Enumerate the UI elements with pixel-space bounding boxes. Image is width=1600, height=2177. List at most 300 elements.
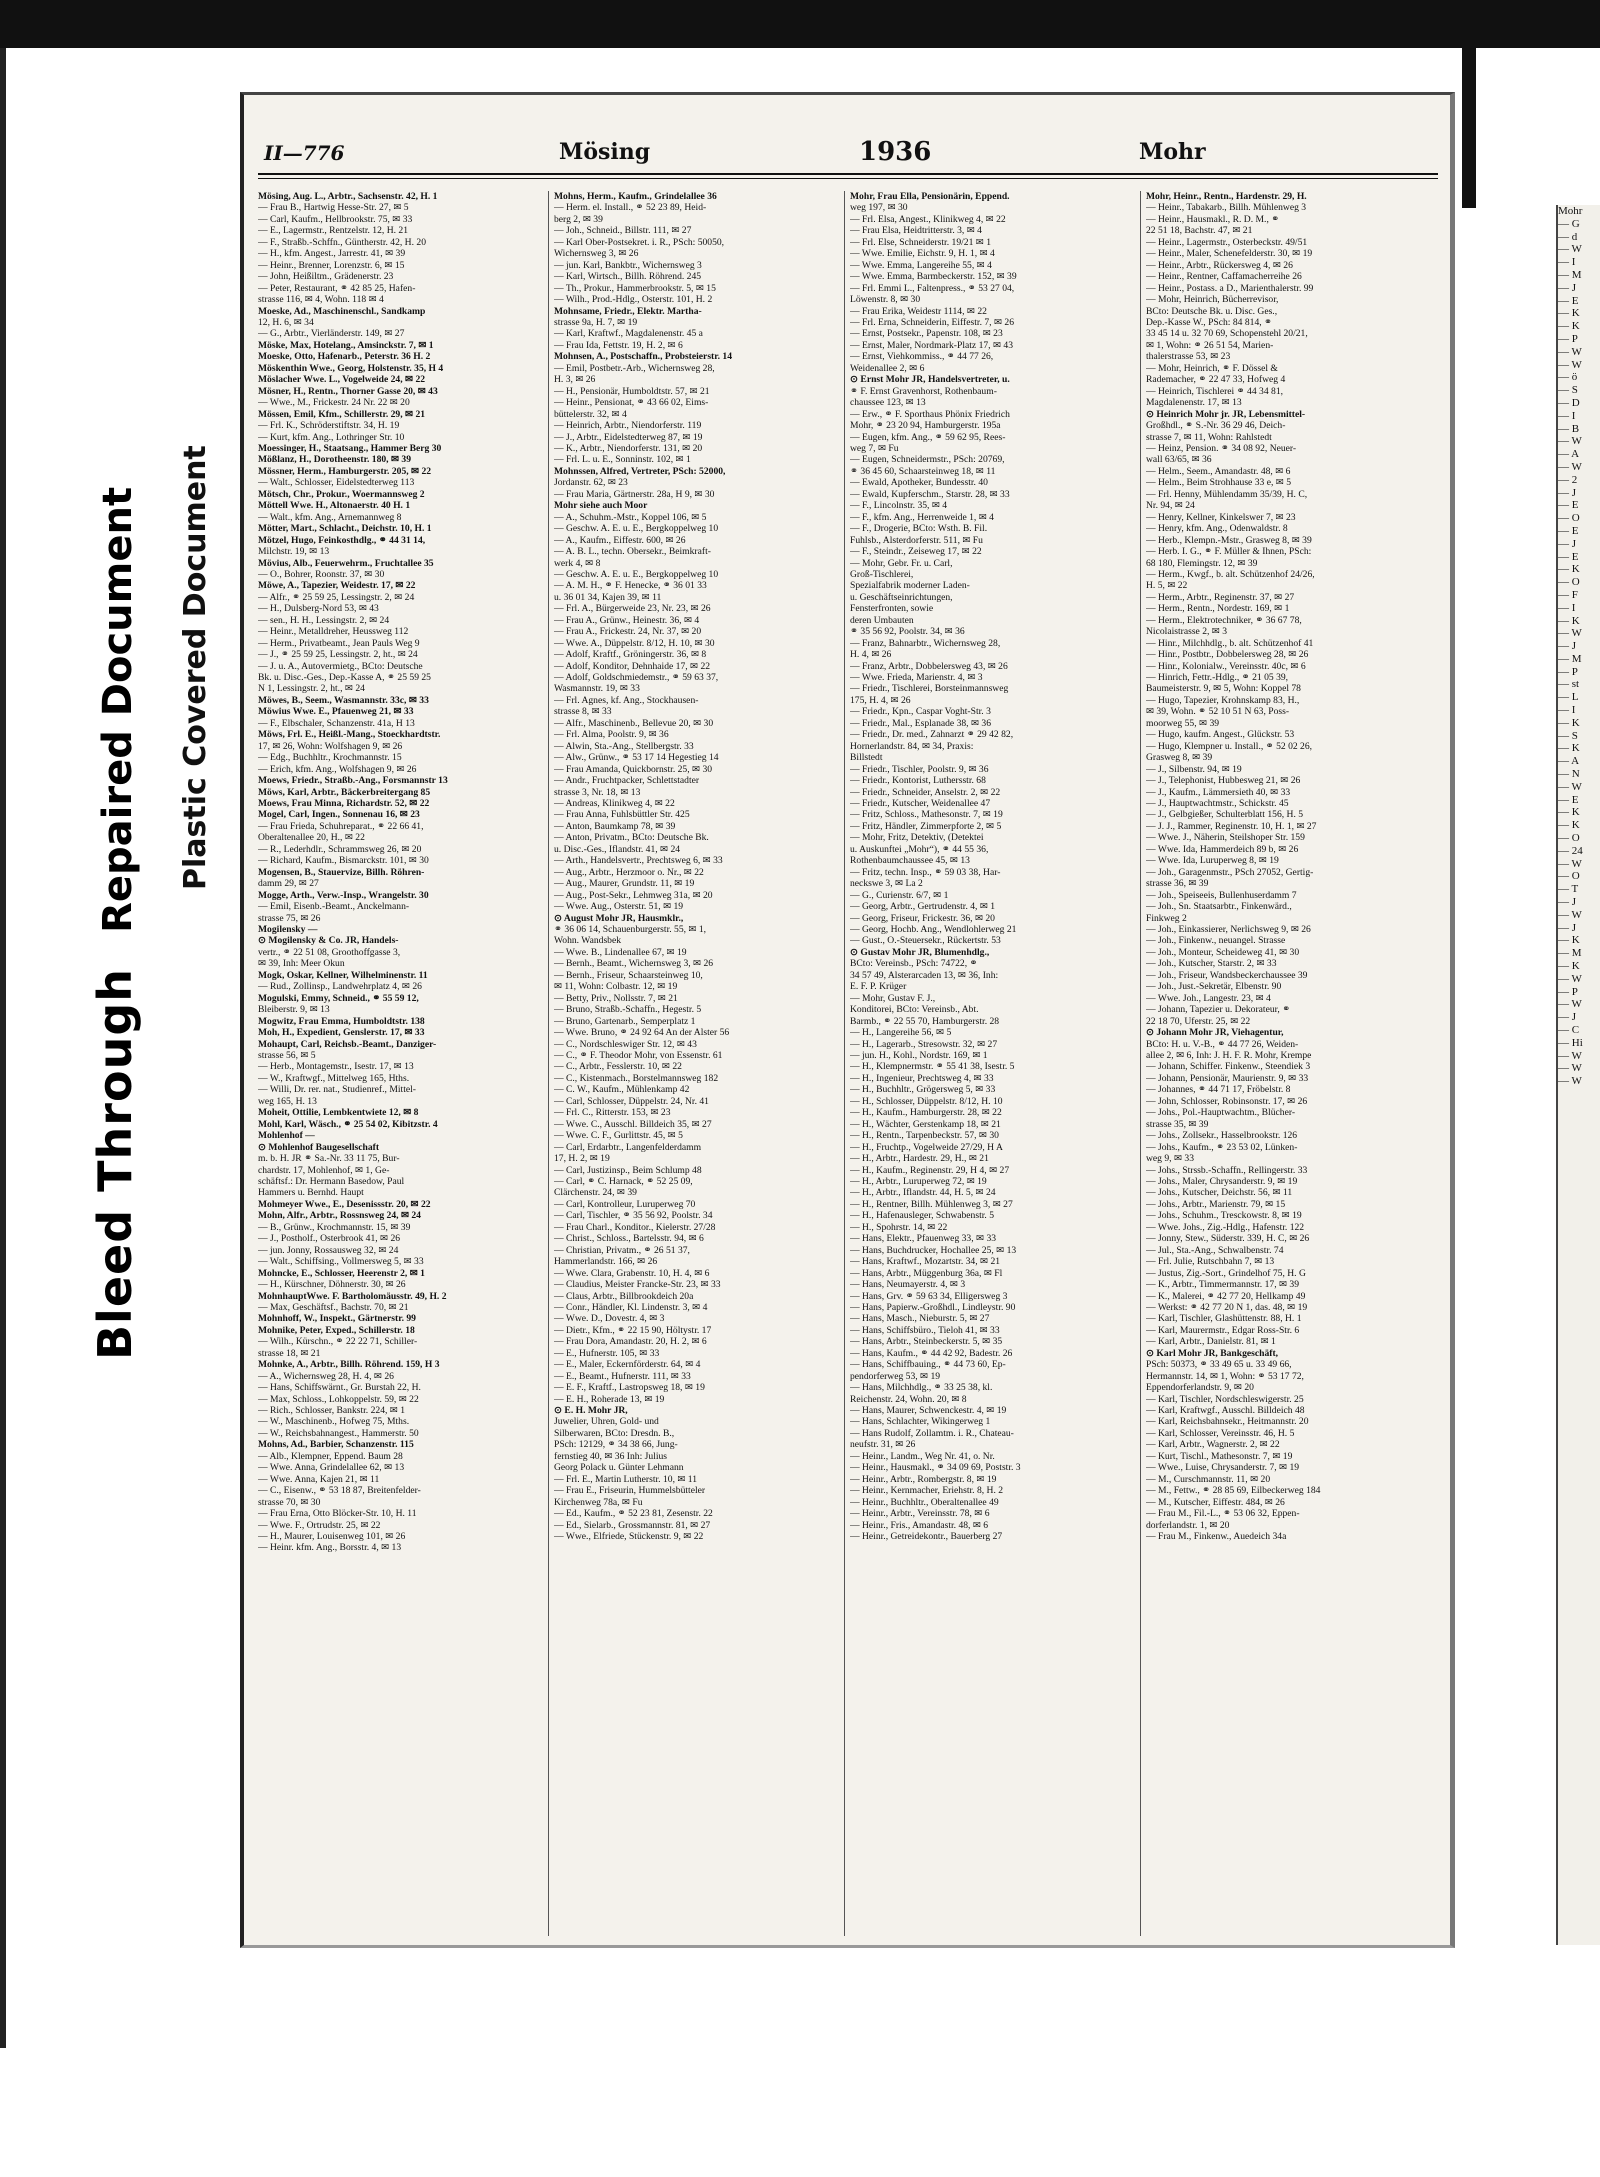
directory-entry: — Wwe. Emilie, Eichstr. 9, H. 1, ✉ 4 — [850, 248, 995, 260]
directory-entry: — Johannes, ⚭ 44 71 17, Fröbelstr. 8 — [1146, 1084, 1291, 1096]
adjacent-page-fragment: — T — [1558, 883, 1579, 896]
adjacent-page-fragment: — E — [1558, 499, 1579, 512]
directory-entry: — Wwe. A., Düppelstr. 8/12, H. 10, ✉ 30 — [554, 637, 715, 649]
directory-entry: Mötter, Mart., Schlacht., Deichstr. 10, H. 1 — [258, 523, 432, 535]
directory-entry: — Justus, Zig.-Sort., Grindelhof 75, H. G — [1146, 1267, 1306, 1279]
adjacent-page-fragment: — K — [1558, 934, 1580, 947]
directory-entry: — Carl, Schlosser, Düppelstr. 24, Nr. 41 — [554, 1095, 709, 1107]
directory-entry: — Johs., Maler, Chrysanderstr. 9, ✉ 19 — [1146, 1175, 1298, 1187]
directory-entry: Wasmannstr. 19, ✉ 33 — [554, 683, 640, 695]
directory-entry: Reichenstr. 24, Wohn. 20, ✉ 8 — [850, 1393, 967, 1405]
directory-entry: PSch: 12129, ⚭ 34 38 66, Jung- — [554, 1439, 678, 1451]
directory-entry: — Claudius, Meister Francke-Str. 23, ✉ 33 — [554, 1279, 721, 1291]
adjacent-page-fragment: — W — [1558, 908, 1582, 921]
directory-entry: ⊙ Johann Mohr JR, Viehagentur, — [1146, 1027, 1284, 1039]
directory-entry: — Frau Ida, Fettstr. 19, H. 2, ✉ 6 — [554, 339, 683, 351]
directory-entry: — Johann, Tapezier u. Dekorateur, ⚭ — [1146, 1004, 1291, 1016]
adjacent-page-fragment: — 2 — [1558, 473, 1578, 486]
directory-entry: — Joh., Monteur, Scheideweg 41, ✉ 30 — [1146, 946, 1300, 958]
directory-entry: BCto: Deutsche Bk. u. Disc. Ges., — [1146, 305, 1278, 317]
directory-entry: — Wwe. Anna, Grindelallee 62, ✉ 13 — [258, 1462, 405, 1474]
directory-entry: — A., Wichernsweg 28, H. 4, ✉ 26 — [258, 1370, 394, 1382]
column-1 — [258, 191, 542, 1936]
directory-entry: — Ernst, Viehkommiss., ⚭ 44 77 26, — [850, 351, 994, 363]
directory-entry: strasse 75, ✉ 26 — [258, 912, 321, 924]
directory-entry: — Alfr., ⚭ 25 59 25, Lessingstr. 2, ✉ 24 — [258, 591, 415, 603]
directory-entry: — Herm., Rentn., Nordestr. 169, ✉ 1 — [1146, 603, 1290, 615]
directory-entry: ⚭ 36 06 14, Schauenburgerstr. 55, ✉ 1, — [554, 924, 707, 935]
directory-entry: — Friedr., Schneider, Anselstr. 2, ✉ 22 — [850, 786, 1001, 798]
directory-entry: — Johs., Kutscher, Deichstr. 56, ✉ 11 — [1146, 1187, 1293, 1199]
directory-entry: Mohmeyer Wwe., E., Desenissstr. 20, ✉ 22 — [258, 1198, 431, 1210]
directory-entry: — F., Drogerie, BCto: Wsth. B. Fil. — [850, 523, 988, 535]
directory-entry: — Andreas, Klinikweg 4, ✉ 22 — [554, 798, 675, 810]
directory-entry: Bk. u. Disc.-Ges., Dep.-Kasse A, ⚭ 25 59 25 — [258, 672, 431, 684]
directory-entry: — H., Kaufm., Hamburgerstr. 28, ✉ 22 — [850, 1107, 1002, 1119]
adjacent-page-fragment: — W — [1558, 780, 1582, 793]
column-divider — [548, 191, 549, 1936]
directory-entry: — Christ., Schloss., Bartelsstr. 94, ✉ 6 — [554, 1233, 704, 1245]
directory-entry: — Frau Charl., Konditor., Kielerstr. 27/28 — [554, 1221, 716, 1233]
adjacent-page-fragment: — W — [1558, 972, 1582, 985]
adjacent-page-fragment: — M — [1558, 268, 1582, 281]
directory-entry: — Hans, Masch., Nieburstr. 5, ✉ 27 — [850, 1313, 990, 1325]
directory-entry: — Frl. Erna, Schneiderin, Eiffestr. 7, ✉ 26 — [850, 316, 1014, 328]
directory-entry: Möws, Karl, Arbtr., Bäckerbreitergang 85 — [258, 786, 431, 798]
directory-entry: — Heinr., Brenner, Lorenzstr. 6, ✉ 15 — [258, 259, 405, 271]
directory-entry: — Karl, Reichsbahnsekr., Heitmannstr. 20 — [1146, 1416, 1309, 1428]
directory-entry: — E., Hufnerstr. 105, ✉ 33 — [554, 1347, 660, 1359]
directory-entry: — Aug., Post-Sekr., Lehmweg 31a, ✉ 20 — [554, 889, 713, 901]
directory-entry: — J., Gelbgießer, Schulterblatt 156, H. 5 — [1146, 809, 1304, 821]
adjacent-page-fragment: — E — [1558, 524, 1579, 537]
adjacent-page-fragment: — P — [1558, 332, 1578, 345]
directory-entry: strasse 116, ✉ 4, Wohn. 118 ✉ 4 — [258, 294, 384, 306]
directory-entry: Moews, Friedr., Straßb.-Ang., Forsmannstr 13 — [258, 775, 448, 787]
adjacent-page-fragment: — E — [1558, 550, 1579, 563]
adjacent-page-fragment: — W — [1558, 243, 1582, 256]
directory-entry: ✉ 11, Wohn: Colbastr. 12, ✉ 19 — [554, 981, 678, 993]
directory-entry: Moheit, Ottilie, Lembkentwiete 12, ✉ 8 — [258, 1107, 419, 1119]
directory-entry: — Hans, Schiffswärnt., Gr. Burstah 22, H. — [258, 1382, 421, 1394]
directory-entry: — Hans, Maurer, Schwenckestr. 4, ✉ 19 — [850, 1405, 1007, 1417]
directory-entry: — Adolf, Kraftf., Gröningerstr. 36, ✉ 8 — [554, 649, 707, 661]
directory-entry: PSch: 50373, ⚭ 33 49 65 u. 33 49 66, — [1146, 1359, 1292, 1371]
adjacent-page-fragment: — W — [1558, 857, 1582, 870]
directory-entry: Mohaupt, Carl, Reichsb.-Beamt., Danziger- — [258, 1038, 437, 1050]
directory-entry: Barmb., ⚭ 22 55 70, Hamburgerstr. 28 — [850, 1015, 1000, 1027]
directory-entry: — Fritz, Händler, Zimmerpforte 2, ✉ 5 — [850, 820, 1002, 832]
directory-entry: — Friedr., Kutscher, Weidenallee 47 — [850, 798, 991, 810]
directory-entry: — M., Curschmannstr. 11, ✉ 20 — [1146, 1473, 1271, 1485]
scan-top-edge — [0, 0, 1600, 48]
directory-entry: — Wwe. Frieda, Marienstr. 4, ✉ 3 — [850, 672, 983, 684]
adjacent-page-edge — [1462, 48, 1476, 208]
adjacent-page-fragment: — K — [1558, 806, 1580, 819]
directory-entry: — Heinr., Arbtr., Rückersweg 4, ✉ 26 — [1146, 259, 1293, 271]
directory-entry: Rademacher, ⚭ 22 47 33, Hofweg 4 — [1146, 374, 1286, 386]
directory-entry: — Richard, Kaufm., Bismarckstr. 101, ✉ 30 — [258, 855, 429, 867]
directory-entry: — Carl, Erdarbtr., Langenfelderdamm — [554, 1141, 702, 1153]
directory-entry: — C., ⚭ F. Theodor Mohr, von Essenstr. 61 — [554, 1049, 723, 1061]
directory-entry: — Jonny, Stew., Süderstr. 339, H. C, ✉ 26 — [1146, 1233, 1310, 1245]
adjacent-page-fragment: — W — [1558, 1049, 1582, 1062]
directory-entry: fernstieg 40, ✉ 36 Inh: Julius — [554, 1450, 668, 1462]
directory-entry: E. F. P. Krüger — [850, 981, 907, 993]
directory-entry: — Joh., Friseur, Wandsbeckerchaussee 39 — [1146, 969, 1308, 981]
directory-entry: — H., Hafenausleger, Schwabenstr. 5 — [850, 1210, 995, 1222]
directory-entry: — Frau E., Friseurin, Hummelsbütteler — [554, 1485, 706, 1497]
directory-entry: Mohns, Herm., Kaufm., Grindelallee 36 — [554, 191, 717, 202]
directory-entry: — Helm., Beim Strohhause 33 e, ✉ 5 — [1146, 477, 1291, 489]
directory-entry: — Carl, ⚭ C. Harnack, ⚭ 52 25 09, — [554, 1175, 693, 1187]
adjacent-page-fragment: — I — [1558, 704, 1576, 717]
directory-entry: — Mohr, Gebr. Fr. u. Carl, — [850, 557, 953, 569]
directory-entry: — Frau Elsa, Heidtritterstr. 3, ✉ 4 — [850, 225, 982, 237]
directory-entry: — Wwe. Aug., Osterstr. 51, ✉ 19 — [554, 901, 684, 913]
directory-entry: Moh, H., Expedient, Genslerstr. 17, ✉ 33 — [258, 1027, 425, 1039]
directory-entry: Magdalenenstr. 17, ✉ 13 — [1146, 397, 1242, 409]
directory-entry: — Karl, Arbtr., Wagnerstr. 2, ✉ 22 — [1146, 1439, 1280, 1451]
directory-entry: — Frl. Alma, Poolstr. 9, ✉ 36 — [554, 729, 669, 741]
directory-entry: — Joh., Just.-Sekretär, Elbenstr. 90 — [1146, 981, 1282, 993]
directory-entry: — Mohr, Gustav F. J., — [850, 992, 936, 1004]
directory-entry: — Alfr., Maschinenb., Bellevue 20, ✉ 30 — [554, 717, 714, 729]
directory-entry: — J., Hauptwachtmstr., Schickstr. 45 — [1146, 798, 1289, 810]
adjacent-page-fragment: — K — [1558, 716, 1580, 729]
directory-entry: — H., Arbtr., Hardestr. 29, H., ✉ 21 — [850, 1153, 989, 1165]
directory-entry: — Frau B., Hartwig Hesse-Str. 27, ✉ 5 — [258, 202, 409, 214]
directory-entry: Möskenthin Wwe., Georg, Holstenstr. 35, H 4 — [258, 362, 444, 374]
directory-entry: neckswe 3, ✉ La 2 — [850, 878, 923, 890]
directory-entry: Mohnke, A., Arbtr., Billh. Röhrend. 159, H 3 — [258, 1359, 440, 1371]
directory-entry: strasse 8, ✉ 33 — [554, 706, 612, 718]
directory-entry: — Ewald, Kupferschm., Starstr. 28, ✉ 33 — [850, 488, 1010, 500]
directory-entry: Fensterfronten, sowie — [850, 603, 934, 615]
directory-entry: — Frl. Agnes, kf. Ang., Stockhausen- — [554, 694, 699, 706]
directory-entry: — Walt., Schiffsing., Vollmersweg 5, ✉ 33 — [258, 1256, 424, 1268]
directory-entry: — Karl, Tischler, Glashüttenstr. 88, H. 1 — [1146, 1313, 1302, 1325]
directory-entry: — H., Kaufm., Reginenstr. 29, H 4, ✉ 27 — [850, 1164, 1010, 1176]
directory-entry: Milchstr. 19, ✉ 13 — [258, 546, 330, 558]
directory-entry: — Frl. L. u. E., Sonninstr. 102, ✉ 1 — [554, 454, 691, 466]
directory-entry: — H., Rentn., Tarpenbeckstr. 57, ✉ 30 — [850, 1130, 999, 1142]
directory-entry: — Emil, Postbetr.-Arb., Wichernsweg 28, — [554, 362, 715, 374]
directory-entry: — Kurt, kfm. Ang., Lothringer Str. 10 — [258, 431, 405, 443]
directory-entry: — Frau Amanda, Quickbornstr. 25, ✉ 30 — [554, 763, 713, 775]
directory-entry: Mohr, Heinr., Rentn., Hardenstr. 29, H. — [1146, 191, 1307, 202]
directory-entry: — Friedr., Mal., Esplanade 38, ✉ 36 — [850, 717, 991, 729]
adjacent-page-fragment: — L — [1558, 691, 1579, 704]
directory-entry: — H., kfm. Angest., Jarrestr. 41, ✉ 39 — [258, 248, 406, 260]
adjacent-page-top — [1456, 48, 1600, 208]
directory-entry: — H., Buchhltr., Grögersweg 5, ✉ 33 — [850, 1084, 996, 1096]
directory-entry: — Wwe. Emma, Langereihe 55, ✉ 4 — [850, 259, 992, 271]
directory-entry: — Johs., Kaufm., ⚭ 23 53 02, Lünken- — [1146, 1141, 1298, 1153]
directory-entry: ⊙ Ernst Mohr JR, Handelsvertreter, u. — [850, 374, 1010, 386]
directory-entry: ⊙ Karl Mohr JR, Bankgeschäft, — [1146, 1347, 1279, 1359]
directory-entry: H. 4, ✉ 26 — [850, 649, 892, 661]
directory-entry: — Heinr., Hausmakl., R. D. M., ⚭ — [1146, 213, 1280, 225]
directory-entry: — Geschw. A. E. u. E., Bergkoppelweg 10 — [554, 568, 719, 580]
directory-entry: ✉ 1, Wohn: ⚭ 26 51 54, Marien- — [1146, 339, 1274, 351]
directory-entry: — Georg, Friseur, Frickestr. 36, ✉ 20 — [850, 912, 995, 924]
directory-entry: — Heinr., Tabakarb., Billh. Mühlenweg 3 — [1146, 202, 1307, 214]
adjacent-page-fragment: — K — [1558, 960, 1580, 973]
directory-entry: — Frau Anna, Fuhlsbüttler Str. 425 — [554, 809, 690, 821]
directory-entry: Juwelier, Uhren, Gold- und — [554, 1416, 659, 1428]
directory-entry: — Carl, Tischler, ⚭ 35 56 92, Poolstr. 34 — [554, 1210, 713, 1222]
directory-entry: — Herm., Kwgf., b. alt. Schützenhof 24/26, — [1146, 568, 1315, 580]
stamp-repaired-document: Repaired Document — [95, 486, 141, 933]
directory-entry: — Wwe. D., Dovestr. 4, ✉ 3 — [554, 1313, 665, 1325]
directory-entry: Mövius, Alb., Feuerwehrm., Fruchtallee 35 — [258, 557, 434, 569]
adjacent-page-fragment: — d — [1558, 230, 1578, 243]
directory-entry: Löwenstr. 8, ✉ 30 — [850, 294, 921, 306]
directory-entry: — jun. H., Kohl., Nordstr. 169, ✉ 1 — [850, 1049, 988, 1061]
directory-entry: — Carl, Kaufm., Hellbrookstr. 75, ✉ 33 — [258, 213, 413, 225]
directory-entry: Baumeisterstr. 9, ✉ 5, Wohn: Koppel 78 — [1146, 683, 1301, 695]
directory-entry: — Ed., Sielarb., Grossmannstr. 81, ✉ 27 — [554, 1519, 711, 1531]
directory-entry: — H., Arbtr., Iflandstr. 44, H. 5, ✉ 24 — [850, 1187, 996, 1199]
directory-entry: — W., Maschinenb., Hofweg 75, Mths. — [258, 1416, 410, 1428]
directory-entry: — Claus, Arbtr., Billbrookdeich 20a — [554, 1290, 694, 1302]
directory-entry: allee 2, ✉ 6, Inh: J. H. F. R. Mohr, Krempe — [1146, 1049, 1312, 1061]
directory-entry: — Wwe. C., Ausschl. Billdeich 35, ✉ 27 — [554, 1118, 712, 1130]
directory-entry: — J., ⚭ 25 59 25, Lessingstr. 2, ht., ✉ 24 — [258, 649, 418, 661]
adjacent-page-fragment: — O — [1558, 832, 1580, 845]
directory-entry: — Walt., kfm. Ang., Arnemannweg 8 — [258, 511, 402, 523]
directory-entry: — Fritz, techn. Insp., ⚭ 59 03 38, Har- — [850, 866, 1001, 878]
directory-entry: — Gust., O.-Steuersekr., Rückertstr. 53 — [850, 935, 1001, 947]
adjacent-page-fragment: — J — [1558, 281, 1577, 294]
directory-entry: Mogel, Carl, Ingen., Sonnenau 16, ✉ 23 — [258, 809, 420, 821]
directory-entry: — M., Fettw., ⚭ 28 85 69, Eilbeckerweg 184 — [1146, 1485, 1321, 1497]
directory-entry: deren Umbauten — [850, 614, 914, 626]
directory-entry: — Karl, Kraftwf., Magdalenenstr. 45 a — [554, 328, 703, 340]
directory-entry: — Georg, Arbtr., Gertrudenstr. 4, ✉ 1 — [850, 901, 996, 913]
directory-entry: — Hans, Elektr., Pfauenweg 33, ✉ 33 — [850, 1233, 997, 1245]
adjacent-page-fragment: — W — [1558, 435, 1582, 448]
directory-entry: — Frl. Elsa, Angest., Klinikweg 4, ✉ 22 — [850, 213, 1006, 225]
directory-entry: strasse 9a, H. 7, ✉ 19 — [554, 316, 638, 328]
directory-entry: — G., Arbtr., Vierländerstr. 149, ✉ 27 — [258, 328, 405, 340]
directory-entry: Mössen, Emil, Kfm., Schillerstr. 29, ✉ 21 — [258, 408, 426, 420]
adjacent-page-fragment: — S — [1558, 384, 1578, 397]
directory-entry: — C., Kistenmach., Borstelmannsweg 182 — [554, 1072, 719, 1084]
directory-entry: — Wwe. B., Lindenallee 67, ✉ 19 — [554, 946, 687, 958]
directory-entry: — Johs., Strssb.-Schaffn., Rellingerstr. 33 — [1146, 1164, 1308, 1176]
directory-entry: — Hans, Schiffsbüro., Tieloh 41, ✉ 33 — [850, 1324, 1000, 1336]
directory-entry: — Henry, kfm. Ang., Odenwaldstr. 8 — [1146, 523, 1288, 535]
adjacent-page-fragment: — J — [1558, 921, 1577, 934]
directory-entry: — Hans, Papierw.-Großhdl., Lindleystr. 90 — [850, 1301, 1016, 1313]
directory-entry: Moessinger, H., Staatsang., Hammer Berg 30 — [258, 442, 442, 454]
directory-entry: — Wwe., Elfriede, Stückenstr. 9, ✉ 22 — [554, 1531, 704, 1543]
directory-entry: — Conr., Händler, Kl. Lindenstr. 3, ✉ 4 — [554, 1301, 708, 1313]
directory-entry: ⊙ August Mohr JR, Hausmklr., — [554, 912, 684, 924]
adjacent-page-fragment: — G — [1558, 217, 1580, 230]
adjacent-page-fragment: — Hi — [1558, 1036, 1583, 1049]
header-rule — [258, 173, 1438, 175]
directory-entry: Mohnsame, Friedr., Elektr. Martha- — [554, 305, 702, 317]
directory-entry: dorferlandstr. 1, ✉ 20 — [1146, 1519, 1230, 1531]
directory-entry: — Max, Schloss., Lohkoppelstr. 59, ✉ 22 — [258, 1393, 419, 1405]
directory-entry: Finkweg 2 — [1146, 912, 1187, 924]
directory-entry: — Heinr., Landm., Weg Nr. 41, o. Nr. — [850, 1450, 995, 1462]
directory-entry: u. 36 01 34, Kajen 39, ✉ 11 — [554, 591, 662, 603]
directory-entry: strasse 35, ✉ 39 — [1146, 1118, 1209, 1130]
directory-entry: Möske, Max, Hotelang., Amsinckstr. 7, ✉ 1 — [258, 339, 434, 351]
directory-entry: Konditorei, BCto: Vereinsb., Abt. — [850, 1004, 979, 1016]
directory-entry: — Adolf, Konditor, Dehnhaide 17, ✉ 22 — [554, 660, 711, 672]
directory-entry: — Erw., ⚭ F. Sporthaus Phönix Friedrich — [850, 408, 1010, 420]
directory-entry: — Hans, Kaufm., ⚭ 44 42 92, Badestr. 26 — [850, 1347, 1013, 1359]
directory-entry: — Jul., Sta.-Ang., Schwalbenstr. 74 — [1146, 1244, 1284, 1256]
directory-entry: thalerstrasse 53, ✉ 23 — [1146, 351, 1231, 363]
directory-entry: — Joh., Finkenw., neuangel. Strasse — [1146, 935, 1286, 947]
adjacent-page-fragment: — P — [1558, 985, 1578, 998]
directory-entry: Moews, Frau Minna, Richardstr. 52, ✉ 22 — [258, 798, 430, 810]
directory-entry: — H., Rentner, Billh. Mühlenweg 3, ✉ 27 — [850, 1198, 1013, 1210]
directory-entry: — Frau M., Fil.-L., ⚭ 53 06 32, Eppen- — [1146, 1508, 1300, 1520]
directory-entry: Mößlanz, H., Dorotheenstr. 180, ✉ 39 — [258, 454, 412, 466]
directory-entry: Weidenallee 2, ✉ 6 — [850, 362, 925, 374]
directory-entry: — Max, Geschäftsf., Bachstr. 70, ✉ 21 — [258, 1301, 409, 1313]
directory-entry: — Hans, Grv. ⚭ 59 63 34, Elligersweg 3 — [850, 1290, 1008, 1302]
directory-entry: Kirchenweg 78a, ✉ Fu — [554, 1496, 643, 1508]
directory-entry: — Kurt, Tischl., Mathesonstr. 7, ✉ 19 — [1146, 1450, 1293, 1462]
directory-entry: werk 4, ✉ 8 — [554, 557, 601, 569]
directory-entry: — Friedr., Tischler, Poolstr. 9, ✉ 36 — [850, 763, 989, 775]
directory-entry: — Christian, Privatm., ⚭ 26 51 37, — [554, 1244, 690, 1256]
directory-entry: Mohl, Karl, Wäsch., ⚭ 25 54 02, Kibitzstr. 4 — [258, 1118, 438, 1130]
directory-entry: — Karl, Schlosser, Vereinsstr. 46, H. 5 — [1146, 1427, 1295, 1439]
directory-entry: — Hans, Neumayerstr. 4, ✉ 3 — [850, 1279, 966, 1291]
directory-entry: vertr., ⚭ 22 51 08, Groothoffgasse 3, — [258, 946, 401, 958]
directory-entry: Wohn. Wandsbek — [554, 935, 622, 947]
directory-entry: Eppendorferlandstr. 9, ✉ 20 — [1146, 1382, 1254, 1394]
directory-entry: — Frau A., Grünw., Heinestr. 36, ✉ 4 — [554, 614, 700, 626]
directory-entry: — Th., Prokur., Hammerbrookstr. 5, ✉ 15 — [554, 282, 716, 294]
directory-entry: Mohnsen, A., Postschaffn., Probsteierstr. 14 — [554, 351, 733, 363]
directory-entry: — Wwe. F., Ortrudstr. 25, ✉ 22 — [258, 1519, 381, 1531]
directory-page — [240, 92, 1455, 1948]
directory-entry: — H., Langereihe 56, ✉ 5 — [850, 1027, 952, 1039]
directory-entry: Billstedt — [850, 752, 883, 764]
directory-entry: — C., Nordschleswiger Str. 12, ✉ 43 — [554, 1038, 697, 1050]
adjacent-page-fragment: — P — [1558, 665, 1578, 678]
header-rule-thin — [258, 178, 1438, 179]
directory-entry: Möwe, A., Tapezier, Weidestr. 17, ✉ 22 — [258, 580, 416, 592]
directory-entry: — J., Kaufm., Lämmersieth 40, ✉ 33 — [1146, 786, 1291, 798]
directory-entry: — Heinr., Lagermstr., Osterbeckstr. 49/51 — [1146, 236, 1308, 248]
directory-entry: — F., Steindr., Zeiseweg 17, ✉ 22 — [850, 546, 982, 558]
directory-entry: schäftsf.: Dr. Hermann Basedow, Paul — [258, 1175, 405, 1187]
directory-entry: — Betty, Priv., Nollsstr. 7, ✉ 21 — [554, 992, 678, 1004]
directory-entry: m. b. H. JR ⚭ Sa.-Nr. 33 11 75, Bur- — [258, 1153, 400, 1165]
directory-entry: — Hans Rudolf, Zollamtm. i. R., Chateau- — [850, 1427, 1014, 1439]
directory-entry: — Frau Erna, Otto Blöcker-Str. 10, H. 11 — [258, 1508, 417, 1520]
adjacent-page-fragment: — W — [1558, 627, 1582, 640]
directory-entry: — E., Beamt., Hufnerstr. 111, ✉ 33 — [554, 1370, 691, 1382]
directory-entry: — Edg., Buchhltr., Krochmannstr. 15 — [258, 752, 402, 764]
directory-entry: — Joh., Speiseeis, Bullenhuserdamm 7 — [1146, 889, 1297, 901]
directory-entry: — J., Telephonist, Hubbesweg 21, ✉ 26 — [1146, 775, 1301, 787]
directory-entry: — J., Postholf., Osterbrook 41, ✉ 26 — [258, 1233, 401, 1245]
directory-entry: Nr. 94, ✉ 24 — [1146, 500, 1195, 512]
directory-entry: 34 57 49, Alsterarcaden 13, ✉ 36, Inh: — [850, 969, 999, 981]
directory-entry: chaussee 123, ✉ 13 — [850, 397, 926, 409]
directory-entry: — Hans, Buchdrucker, Hochallee 25, ✉ 13 — [850, 1244, 1017, 1256]
directory-entry: — Hans, Arbtr., Steinbeckerstr. 5, ✉ 35 — [850, 1336, 1003, 1348]
adjacent-page-fragment: — W — [1558, 345, 1582, 358]
directory-entry: — Werkst: ⚭ 42 77 20 N 1, das. 48, ✉ 19 — [1146, 1301, 1308, 1313]
adjacent-page-fragment: — J — [1558, 1011, 1577, 1024]
directory-entry: pendorferweg 53, ✉ 19 — [850, 1370, 941, 1382]
directory-entry: Mössner, Herm., Hamburgerstr. 205, ✉ 22 — [258, 465, 432, 477]
directory-entry: — Karl, Arbtr., Danielstr. 81, ✉ 1 — [1146, 1336, 1276, 1348]
directory-entry: — Frl. E., Martin Lutherstr. 10, ✉ 11 — [554, 1473, 698, 1485]
directory-entry: — Johann, Schiffer. Finkenw., Steendiek 3 — [1146, 1061, 1311, 1073]
directory-entry: — Herm., Elektrotechniker, ⚭ 36 67 78, — [1146, 614, 1302, 626]
directory-entry: — Wwe. Ida, Luruperweg 8, ✉ 19 — [1146, 855, 1279, 867]
page-number: II—776 — [264, 141, 345, 165]
directory-entry: — J., Silbenstr. 94, ✉ 19 — [1146, 763, 1242, 775]
directory-entry: — Ewald, Apotheker, Bundesstr. 40 — [850, 477, 988, 489]
directory-entry: — Andr., Fruchtpacker, Schlettstadter — [554, 775, 700, 787]
directory-entry: — Friedr., Dr. med., Zahnarzt ⚭ 29 42 82, — [850, 729, 1014, 741]
directory-entry: Nicolaistrasse 2, ✉ 3 — [1146, 626, 1228, 638]
directory-entry: strasse 18, ✉ 21 — [258, 1347, 321, 1359]
stamp-bleed-through: Bleed Through — [88, 967, 142, 1360]
directory-entry: — E. F., Kraftf., Lastropsweg 18, ✉ 19 — [554, 1382, 705, 1394]
directory-entry: — John, Schlosser, Robinsonstr. 17, ✉ 26 — [1146, 1095, 1308, 1107]
directory-entry: Bleiberstr. 9, ✉ 13 — [258, 1004, 330, 1016]
directory-entry: — Willi, Dr. rer. nat., Studienref., Mittel- — [258, 1084, 416, 1096]
directory-entry: — Ed., Kaufm., ⚭ 52 23 81, Zesenstr. 22 — [554, 1508, 713, 1520]
directory-entry: H. 3, ✉ 26 — [554, 374, 596, 386]
directory-entry: ⚭ 36 45 60, Schaarsteinweg 18, ✉ 11 — [850, 465, 996, 477]
directory-entry: — Friedr., Tischlerei, Borsteinmannsweg — [850, 683, 1009, 695]
directory-entry: Mogwitz, Frau Emma, Humboldtstr. 138 — [258, 1015, 425, 1027]
directory-entry: Jordanstr. 62, ✉ 23 — [554, 477, 628, 489]
directory-entry: — Heinz, Pension. ⚭ 34 08 92, Neuer- — [1146, 442, 1297, 454]
directory-entry: — Rud., Zollinsp., Landwehrplatz 4, ✉ 26 — [258, 981, 422, 993]
preservation-stamp-primary — [88, 487, 142, 1360]
header-left-keyword: Mösing — [559, 139, 651, 165]
directory-entry: Hermannstr. 14, ✉ 1, Wohn: ⚭ 53 17 72, — [1146, 1370, 1304, 1382]
directory-entry: — W., Reichsbahnangest., Hammerstr. 50 — [258, 1427, 419, 1439]
directory-entry: — Joh., Einkassierer, Nerlichsweg 9, ✉ 26 — [1146, 924, 1311, 935]
adjacent-page-fragment: — O — [1558, 576, 1580, 589]
directory-entry: weg 197, ✉ 30 — [850, 202, 908, 214]
directory-entry: — John, Heißiltm., Grädenerstr. 23 — [258, 271, 394, 283]
directory-entry: — Frl. C., Ritterstr. 153, ✉ 23 — [554, 1107, 671, 1119]
directory-entry: — Heinr., Arbtr., Rombergstr. 8, ✉ 19 — [850, 1473, 997, 1485]
directory-entry: — W., Kraftwgf., Mittelweg 165, Hths. — [258, 1072, 410, 1084]
directory-entry: Mösner, H., Rentn., Thorner Gasse 20, ✉ 43 — [258, 385, 438, 397]
directory-entry: — Wwe. C. F., Gurlittstr. 45, ✉ 5 — [554, 1130, 683, 1142]
directory-entry: Hornerlandstr. 84, ✉ 34, Praxis: — [850, 740, 974, 752]
directory-entry: ⊙ E. H. Mohr JR, — [554, 1405, 628, 1417]
directory-entry: — Carl, Kontrolleur, Luruperweg 70 — [554, 1198, 696, 1210]
directory-entry: — Karl, Kraftwgf., Ausschl. Billdeich 48 — [1146, 1405, 1305, 1417]
directory-entry: strasse 36, ✉ 39 — [1146, 878, 1209, 890]
directory-entry: Mohr siehe auch Moor — [554, 500, 648, 512]
adjacent-page-fragment: — F — [1558, 588, 1578, 601]
directory-entry: Großhdl., ⚭ S.-Nr. 36 29 46, Deich- — [1146, 420, 1286, 432]
